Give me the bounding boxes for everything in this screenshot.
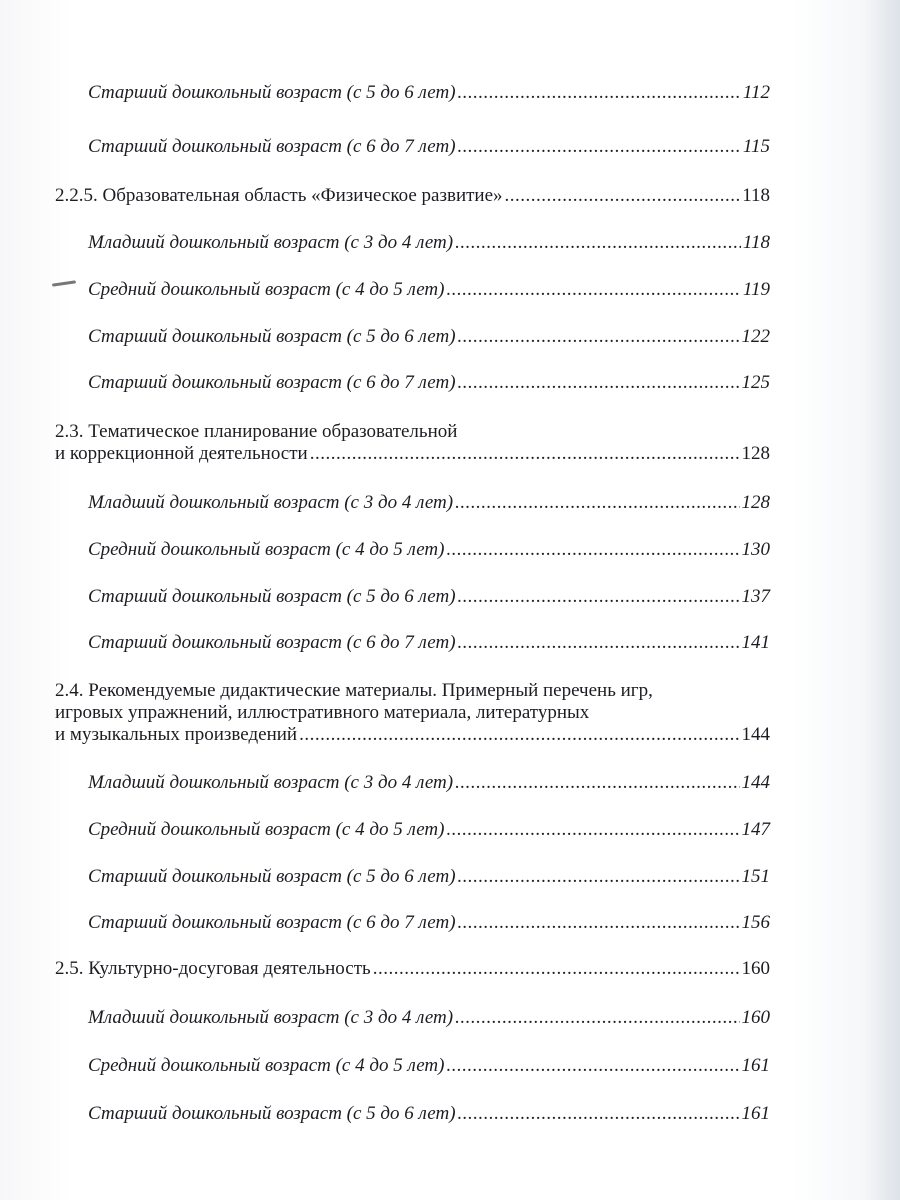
dot-leader (458, 326, 740, 348)
dot-leader (446, 539, 739, 561)
dot-leader (373, 958, 740, 980)
toc-page-number: 160 (741, 958, 770, 979)
toc-entry (55, 1055, 770, 1077)
toc-row (55, 279, 770, 301)
toc-entry (55, 421, 770, 465)
toc-entry (55, 82, 770, 104)
toc-entry-title: Младший дошкольный возраст (с 3 до 4 лет) (88, 492, 454, 513)
toc-entry-title: Средний дошкольный возраст (с 4 до 5 лет) (88, 819, 445, 840)
toc-page-number: 144 (741, 724, 770, 745)
dot-leader (458, 82, 741, 104)
toc-entry-title: Старший дошкольный возраст (с 6 до 7 лет) (88, 912, 456, 933)
toc-row (55, 586, 770, 608)
dot-leader (455, 492, 739, 514)
toc-heading-line: 2.4. Рекомендуемые дидактические материалы. Примерный перечень игр, (55, 680, 653, 701)
toc-row (55, 819, 770, 841)
toc-entry (55, 136, 770, 158)
toc-row (55, 632, 770, 654)
dot-leader (458, 866, 740, 888)
toc-row (55, 1103, 770, 1125)
toc-page-number: 144 (741, 772, 770, 793)
toc-entry (55, 492, 770, 514)
page-edge-shadow (864, 0, 900, 1200)
dot-leader (458, 1103, 740, 1125)
toc-row (55, 185, 770, 207)
toc-entry-title: 2.2.5. Образовательная область «Физическое развитие» (55, 185, 503, 206)
toc-row (55, 232, 770, 254)
toc-entry (55, 586, 770, 608)
toc-entry-title: Младший дошкольный возраст (с 3 до 4 лет) (88, 1007, 454, 1028)
toc-row (55, 326, 770, 348)
dot-leader (455, 772, 739, 794)
dot-leader (505, 185, 741, 207)
toc-page-number: 112 (742, 82, 770, 103)
dot-leader (446, 1055, 739, 1077)
dot-leader (299, 724, 739, 746)
toc-row (55, 1007, 770, 1029)
toc-entry-title: Старший дошкольный возраст (с 6 до 7 лет) (88, 632, 456, 653)
toc-entry-title: Старший дошкольный возраст (с 5 до 6 лет) (88, 82, 456, 103)
toc-entry (55, 958, 770, 980)
toc-page-number: 161 (741, 1103, 770, 1124)
toc-row (55, 724, 770, 746)
toc-row (55, 82, 770, 104)
toc-entry-title: 2.5. Культурно-досуговая деятельность (55, 958, 371, 979)
toc-row (55, 1055, 770, 1077)
toc-page-number: 151 (741, 866, 770, 887)
toc-page-number: 118 (742, 232, 770, 253)
toc-page-number: 137 (741, 586, 770, 607)
toc-page-number: 160 (741, 1007, 770, 1028)
toc-entry-title: Средний дошкольный возраст (с 4 до 5 лет) (88, 539, 445, 560)
toc-entry (55, 912, 770, 934)
toc-entry (55, 185, 770, 207)
dot-leader (458, 632, 740, 654)
toc-heading-line: игровых упражнений, иллюстративного материала, литературных (55, 702, 590, 723)
toc-entry-title: Младший дошкольный возраст (с 3 до 4 лет) (88, 232, 454, 253)
toc-page-number: 128 (741, 492, 770, 513)
toc-entry-title: Средний дошкольный возраст (с 4 до 5 лет) (88, 279, 445, 300)
toc-entry-title: Старший дошкольный возраст (с 6 до 7 лет) (88, 136, 456, 157)
toc-row (55, 539, 770, 561)
toc-entry-title: Старший дошкольный возраст (с 5 до 6 лет) (88, 1103, 456, 1124)
toc-entry (55, 1007, 770, 1029)
toc-entry-title: Старший дошкольный возраст (с 5 до 6 лет) (88, 586, 456, 607)
toc-row (55, 136, 770, 158)
toc-row (55, 772, 770, 794)
toc-page-number: 119 (742, 279, 770, 300)
toc-entry (55, 680, 770, 746)
toc-row (55, 866, 770, 888)
dot-leader (458, 136, 741, 158)
toc-entry-title: Средний дошкольный возраст (с 4 до 5 лет) (88, 1055, 445, 1076)
toc-page-number: 118 (742, 185, 770, 206)
toc-row (55, 443, 770, 465)
toc-entry (55, 326, 770, 348)
toc-entry-title: Старший дошкольный возраст (с 5 до 6 лет) (88, 326, 456, 347)
toc-entry (55, 372, 770, 394)
toc-entry-title: и коррекционной деятельности (55, 443, 308, 464)
toc-heading-line: 2.3. Тематическое планирование образовательной (55, 421, 458, 442)
toc-entry (55, 819, 770, 841)
toc-page-number: 147 (741, 819, 770, 840)
toc-entry (55, 632, 770, 654)
dot-leader (458, 912, 740, 934)
toc-entry (55, 539, 770, 561)
dot-leader (458, 372, 740, 394)
toc-page-number: 125 (741, 372, 770, 393)
toc-entry (55, 232, 770, 254)
dot-leader (446, 819, 739, 841)
toc-page-number: 161 (741, 1055, 770, 1076)
toc-entry-title: Старший дошкольный возраст (с 6 до 7 лет) (88, 372, 456, 393)
dot-leader (455, 1007, 739, 1029)
toc-row (55, 372, 770, 394)
toc-entry-title: и музыкальных произведений (55, 724, 298, 745)
toc-entry-title: Младший дошкольный возраст (с 3 до 4 лет) (88, 772, 454, 793)
dot-leader (458, 586, 740, 608)
dot-leader (455, 232, 741, 254)
toc-page-number: 141 (741, 632, 770, 653)
toc-entry-title: Старший дошкольный возраст (с 5 до 6 лет) (88, 866, 456, 887)
toc-row (55, 912, 770, 934)
toc-entry (55, 1103, 770, 1125)
toc-page-number: 128 (741, 443, 770, 464)
dot-leader (310, 443, 740, 465)
toc-entry (55, 279, 770, 301)
toc-entry (55, 772, 770, 794)
toc-row (55, 492, 770, 514)
toc-row (55, 958, 770, 980)
toc-entry (55, 866, 770, 888)
toc-page-number: 122 (741, 326, 770, 347)
toc-page-number: 130 (741, 539, 770, 560)
toc-page-number: 156 (741, 912, 770, 933)
dot-leader (446, 279, 740, 301)
toc-page-number: 115 (742, 136, 770, 157)
